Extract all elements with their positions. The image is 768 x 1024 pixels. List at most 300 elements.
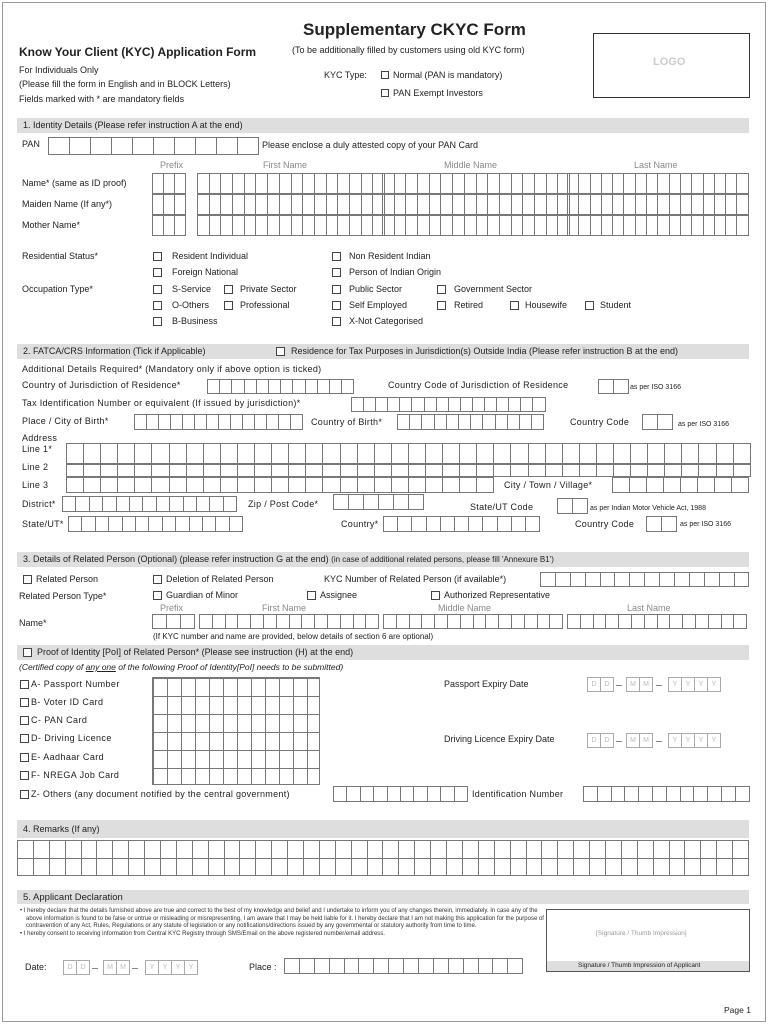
id-number-input[interactable] bbox=[583, 786, 749, 802]
voter-checkbox[interactable] bbox=[20, 698, 29, 707]
char-box[interactable] bbox=[383, 614, 397, 629]
char-box[interactable] bbox=[175, 516, 189, 532]
char-box[interactable] bbox=[598, 379, 614, 394]
char-box[interactable]: Y bbox=[145, 960, 159, 975]
char-box[interactable] bbox=[383, 516, 398, 532]
char-box[interactable] bbox=[299, 958, 315, 974]
char-box[interactable] bbox=[396, 614, 410, 629]
char-box[interactable] bbox=[134, 477, 152, 493]
char-box[interactable] bbox=[478, 958, 494, 974]
char-box[interactable] bbox=[62, 496, 76, 512]
char-box[interactable] bbox=[254, 443, 272, 464]
nrega-checkbox[interactable] bbox=[20, 771, 29, 780]
char-box[interactable] bbox=[555, 572, 571, 587]
char-box[interactable] bbox=[49, 840, 66, 859]
char-box[interactable] bbox=[254, 477, 272, 493]
char-box[interactable] bbox=[427, 786, 441, 802]
char-box[interactable] bbox=[661, 516, 677, 532]
mother-last-input[interactable] bbox=[567, 215, 748, 236]
others-doc-input[interactable] bbox=[333, 786, 467, 802]
char-box[interactable] bbox=[90, 137, 112, 155]
mother-first-input[interactable] bbox=[197, 215, 384, 236]
char-box[interactable] bbox=[460, 614, 474, 629]
char-box[interactable] bbox=[33, 840, 50, 859]
char-box[interactable] bbox=[373, 786, 387, 802]
char-box[interactable]: Y bbox=[707, 677, 721, 692]
rel-name-last-input[interactable] bbox=[567, 614, 746, 629]
char-box[interactable] bbox=[693, 786, 708, 802]
char-box[interactable] bbox=[271, 464, 289, 477]
char-box[interactable] bbox=[220, 464, 238, 477]
char-box[interactable] bbox=[100, 477, 118, 493]
char-box[interactable] bbox=[674, 572, 690, 587]
poi-checkbox[interactable] bbox=[23, 648, 32, 657]
char-box[interactable]: D bbox=[587, 733, 601, 748]
char-box[interactable] bbox=[374, 477, 392, 493]
assignee-checkbox[interactable] bbox=[307, 591, 316, 600]
char-box[interactable] bbox=[580, 614, 594, 629]
char-box[interactable] bbox=[322, 477, 340, 493]
char-box[interactable] bbox=[647, 464, 665, 477]
char-box[interactable] bbox=[736, 173, 748, 194]
char-box[interactable] bbox=[532, 397, 545, 412]
char-box[interactable] bbox=[545, 464, 563, 477]
char-box[interactable] bbox=[494, 840, 511, 859]
char-box[interactable] bbox=[108, 516, 122, 532]
char-box[interactable] bbox=[237, 443, 255, 464]
char-box[interactable] bbox=[144, 840, 161, 859]
char-box[interactable] bbox=[276, 614, 290, 629]
maiden-first-input[interactable] bbox=[197, 194, 384, 215]
foreign-national-checkbox[interactable] bbox=[153, 268, 162, 277]
char-box[interactable] bbox=[485, 614, 499, 629]
char-box[interactable] bbox=[208, 840, 225, 859]
char-box[interactable] bbox=[721, 614, 735, 629]
char-box[interactable] bbox=[468, 516, 483, 532]
char-box[interactable] bbox=[557, 498, 573, 514]
char-box[interactable] bbox=[189, 516, 203, 532]
char-box[interactable] bbox=[357, 443, 375, 464]
char-box[interactable] bbox=[398, 840, 415, 859]
char-box[interactable] bbox=[212, 614, 226, 629]
char-box[interactable] bbox=[684, 840, 701, 859]
char-box[interactable] bbox=[75, 496, 89, 512]
char-box[interactable] bbox=[216, 137, 238, 155]
retired-checkbox[interactable] bbox=[437, 301, 446, 310]
char-box[interactable] bbox=[305, 443, 323, 464]
char-box[interactable] bbox=[646, 477, 664, 493]
char-box[interactable] bbox=[624, 786, 639, 802]
char-box[interactable] bbox=[250, 614, 264, 629]
char-box[interactable] bbox=[112, 840, 129, 859]
char-box[interactable] bbox=[255, 840, 272, 859]
decl-date-dd[interactable] bbox=[63, 960, 89, 975]
char-box[interactable] bbox=[391, 443, 409, 464]
char-box[interactable] bbox=[510, 858, 527, 876]
char-box[interactable] bbox=[497, 516, 512, 532]
char-box[interactable] bbox=[511, 614, 525, 629]
char-box[interactable] bbox=[478, 840, 495, 859]
char-box[interactable] bbox=[418, 958, 434, 974]
char-box[interactable]: M bbox=[639, 733, 653, 748]
char-box[interactable] bbox=[572, 498, 588, 514]
char-box[interactable] bbox=[408, 443, 426, 464]
char-box[interactable] bbox=[180, 614, 195, 629]
char-box[interactable] bbox=[695, 614, 709, 629]
char-box[interactable] bbox=[340, 443, 358, 464]
char-box[interactable] bbox=[174, 194, 186, 215]
dl-expiry-dd[interactable] bbox=[587, 733, 613, 748]
char-box[interactable] bbox=[333, 786, 347, 802]
char-box[interactable] bbox=[476, 464, 494, 477]
char-box[interactable] bbox=[288, 464, 306, 477]
char-box[interactable] bbox=[498, 614, 512, 629]
char-box[interactable] bbox=[303, 858, 320, 876]
char-box[interactable] bbox=[613, 464, 631, 477]
char-box[interactable]: Y bbox=[158, 960, 172, 975]
char-box[interactable] bbox=[605, 840, 622, 859]
char-box[interactable] bbox=[271, 840, 288, 859]
char-box[interactable] bbox=[367, 840, 384, 859]
country-birth-input[interactable] bbox=[397, 414, 543, 430]
char-box[interactable] bbox=[202, 516, 216, 532]
char-box[interactable] bbox=[65, 840, 82, 859]
char-box[interactable]: Y bbox=[694, 733, 708, 748]
char-box[interactable] bbox=[151, 443, 169, 464]
char-box[interactable] bbox=[510, 840, 527, 859]
char-box[interactable] bbox=[613, 443, 631, 464]
char-box[interactable] bbox=[224, 840, 241, 859]
char-box[interactable] bbox=[476, 477, 494, 493]
char-box[interactable] bbox=[700, 840, 717, 859]
char-box[interactable] bbox=[669, 858, 686, 876]
passport-expiry-mm[interactable] bbox=[626, 677, 652, 692]
aadhaar-checkbox[interactable] bbox=[20, 753, 29, 762]
char-box[interactable] bbox=[493, 443, 511, 464]
char-box[interactable]: M bbox=[639, 677, 653, 692]
dl-expiry-mm[interactable] bbox=[626, 733, 652, 748]
char-box[interactable] bbox=[237, 614, 251, 629]
district-input[interactable] bbox=[62, 496, 236, 512]
char-box[interactable] bbox=[600, 572, 616, 587]
char-box[interactable] bbox=[430, 840, 447, 859]
char-box[interactable] bbox=[434, 614, 448, 629]
char-box[interactable] bbox=[721, 786, 736, 802]
pan-input[interactable] bbox=[48, 137, 258, 155]
char-box[interactable] bbox=[647, 443, 665, 464]
char-box[interactable] bbox=[541, 840, 558, 859]
char-box[interactable] bbox=[287, 840, 304, 859]
char-box[interactable]: Y bbox=[694, 677, 708, 692]
char-box[interactable] bbox=[134, 464, 152, 477]
zip-input[interactable] bbox=[333, 494, 423, 510]
char-box[interactable] bbox=[414, 858, 431, 876]
char-box[interactable] bbox=[239, 858, 256, 876]
char-box[interactable] bbox=[365, 614, 379, 629]
country-jurisdiction-input[interactable] bbox=[207, 379, 353, 394]
char-box[interactable] bbox=[215, 516, 229, 532]
country-input[interactable] bbox=[383, 516, 539, 532]
char-box[interactable] bbox=[478, 858, 495, 876]
char-box[interactable] bbox=[117, 443, 135, 464]
char-box[interactable] bbox=[611, 786, 626, 802]
char-box[interactable] bbox=[476, 443, 494, 464]
char-box[interactable] bbox=[411, 516, 426, 532]
char-box[interactable]: D bbox=[600, 677, 614, 692]
char-box[interactable] bbox=[446, 858, 463, 876]
char-box[interactable] bbox=[358, 958, 374, 974]
char-box[interactable]: Y bbox=[707, 733, 721, 748]
char-box[interactable] bbox=[102, 496, 116, 512]
char-box[interactable]: D bbox=[587, 677, 601, 692]
char-box[interactable] bbox=[66, 477, 84, 493]
char-box[interactable] bbox=[111, 137, 133, 155]
char-box[interactable] bbox=[96, 840, 113, 859]
char-box[interactable] bbox=[545, 443, 563, 464]
char-box[interactable] bbox=[697, 477, 715, 493]
char-box[interactable] bbox=[596, 464, 614, 477]
char-box[interactable] bbox=[614, 572, 630, 587]
decl-place-input[interactable] bbox=[284, 958, 522, 974]
related-person-checkbox[interactable] bbox=[23, 575, 32, 584]
char-box[interactable] bbox=[374, 464, 392, 477]
char-box[interactable] bbox=[681, 443, 699, 464]
char-box[interactable] bbox=[237, 137, 259, 155]
char-box[interactable] bbox=[459, 464, 477, 477]
char-box[interactable] bbox=[698, 443, 716, 464]
private-sector-checkbox[interactable] bbox=[224, 285, 233, 294]
char-box[interactable] bbox=[510, 443, 528, 464]
char-box[interactable] bbox=[408, 464, 426, 477]
char-box[interactable] bbox=[203, 464, 221, 477]
char-box[interactable] bbox=[459, 443, 477, 464]
char-box[interactable] bbox=[731, 477, 749, 493]
char-box[interactable] bbox=[160, 858, 177, 876]
char-box[interactable] bbox=[425, 477, 443, 493]
char-box[interactable] bbox=[583, 786, 598, 802]
char-box[interactable] bbox=[220, 477, 238, 493]
char-box[interactable] bbox=[322, 464, 340, 477]
resident-individual-checkbox[interactable] bbox=[153, 252, 162, 261]
char-box[interactable] bbox=[83, 477, 101, 493]
deletion-related-checkbox[interactable] bbox=[153, 575, 162, 584]
char-box[interactable] bbox=[442, 464, 460, 477]
char-box[interactable] bbox=[229, 516, 243, 532]
char-box[interactable] bbox=[303, 840, 320, 859]
char-box[interactable] bbox=[17, 840, 34, 859]
country-code2-input[interactable] bbox=[646, 516, 676, 532]
char-box[interactable] bbox=[132, 137, 154, 155]
char-box[interactable] bbox=[81, 840, 98, 859]
char-box[interactable] bbox=[579, 443, 597, 464]
char-box[interactable] bbox=[176, 840, 193, 859]
char-box[interactable] bbox=[644, 572, 660, 587]
char-box[interactable] bbox=[288, 477, 306, 493]
char-box[interactable] bbox=[144, 858, 161, 876]
char-box[interactable] bbox=[528, 443, 546, 464]
char-box[interactable] bbox=[305, 464, 323, 477]
char-box[interactable] bbox=[526, 840, 543, 859]
char-box[interactable] bbox=[314, 958, 330, 974]
char-box[interactable] bbox=[528, 464, 546, 477]
char-box[interactable] bbox=[96, 858, 113, 876]
char-box[interactable] bbox=[680, 477, 698, 493]
char-box[interactable] bbox=[373, 958, 389, 974]
char-box[interactable] bbox=[95, 516, 109, 532]
char-box[interactable] bbox=[638, 786, 653, 802]
char-box[interactable] bbox=[367, 858, 384, 876]
char-box[interactable] bbox=[357, 477, 375, 493]
char-box[interactable] bbox=[557, 840, 574, 859]
char-box[interactable] bbox=[66, 464, 84, 477]
char-box[interactable] bbox=[271, 858, 288, 876]
char-box[interactable] bbox=[151, 464, 169, 477]
char-box[interactable] bbox=[255, 858, 272, 876]
maiden-middle-input[interactable] bbox=[382, 194, 569, 215]
char-box[interactable] bbox=[605, 614, 619, 629]
char-box[interactable] bbox=[186, 477, 204, 493]
char-box[interactable] bbox=[353, 614, 367, 629]
char-box[interactable] bbox=[433, 958, 449, 974]
char-box[interactable] bbox=[440, 786, 454, 802]
char-box[interactable] bbox=[736, 215, 748, 236]
char-box[interactable] bbox=[199, 614, 213, 629]
char-box[interactable] bbox=[391, 464, 409, 477]
authorized-rep-checkbox[interactable] bbox=[431, 591, 440, 600]
char-box[interactable] bbox=[657, 414, 673, 430]
char-box[interactable] bbox=[83, 443, 101, 464]
char-box[interactable] bbox=[195, 137, 217, 155]
char-box[interactable] bbox=[567, 614, 581, 629]
char-box[interactable] bbox=[360, 786, 374, 802]
tin-input[interactable] bbox=[351, 397, 545, 412]
char-box[interactable] bbox=[48, 137, 70, 155]
char-box[interactable] bbox=[49, 858, 66, 876]
char-box[interactable] bbox=[669, 840, 686, 859]
char-box[interactable] bbox=[507, 958, 523, 974]
char-box[interactable] bbox=[463, 958, 479, 974]
char-box[interactable] bbox=[657, 614, 671, 629]
char-box[interactable] bbox=[573, 840, 590, 859]
char-box[interactable] bbox=[425, 464, 443, 477]
char-box[interactable] bbox=[707, 786, 722, 802]
char-box[interactable] bbox=[734, 572, 750, 587]
char-box[interactable] bbox=[525, 516, 540, 532]
char-box[interactable] bbox=[454, 786, 468, 802]
char-box[interactable]: M bbox=[626, 677, 640, 692]
char-box[interactable] bbox=[65, 858, 82, 876]
char-box[interactable] bbox=[585, 572, 601, 587]
char-box[interactable] bbox=[492, 958, 508, 974]
service-checkbox[interactable] bbox=[153, 285, 162, 294]
char-box[interactable]: M bbox=[103, 960, 117, 975]
char-box[interactable] bbox=[357, 464, 375, 477]
char-box[interactable] bbox=[319, 858, 336, 876]
char-box[interactable] bbox=[573, 858, 590, 876]
char-box[interactable] bbox=[414, 840, 431, 859]
address-line3-input[interactable] bbox=[66, 477, 493, 493]
char-box[interactable] bbox=[183, 496, 197, 512]
char-box[interactable] bbox=[100, 464, 118, 477]
char-box[interactable] bbox=[714, 477, 732, 493]
char-box[interactable] bbox=[698, 464, 716, 477]
char-box[interactable] bbox=[612, 477, 630, 493]
char-box[interactable] bbox=[176, 858, 193, 876]
char-box[interactable] bbox=[541, 858, 558, 876]
char-box[interactable] bbox=[733, 443, 751, 464]
name-middle-input[interactable] bbox=[382, 173, 569, 194]
self-employed-checkbox[interactable] bbox=[332, 301, 341, 310]
tax-residence-checkbox[interactable] bbox=[276, 347, 285, 356]
char-box[interactable]: Y bbox=[681, 733, 695, 748]
char-box[interactable] bbox=[192, 840, 209, 859]
char-box[interactable] bbox=[430, 858, 447, 876]
char-box[interactable] bbox=[462, 858, 479, 876]
char-box[interactable] bbox=[524, 614, 538, 629]
poi-number-grid[interactable] bbox=[152, 677, 320, 785]
char-box[interactable] bbox=[174, 137, 196, 155]
char-box[interactable] bbox=[397, 516, 412, 532]
char-box[interactable] bbox=[225, 614, 239, 629]
maiden-prefix-input[interactable] bbox=[152, 194, 185, 215]
char-box[interactable] bbox=[700, 858, 717, 876]
professional-checkbox[interactable] bbox=[224, 301, 233, 310]
char-box[interactable] bbox=[732, 840, 749, 859]
char-box[interactable] bbox=[531, 414, 544, 430]
decl-date-mm[interactable] bbox=[103, 960, 129, 975]
char-box[interactable] bbox=[680, 786, 695, 802]
address-line1-input[interactable] bbox=[66, 443, 750, 464]
char-box[interactable] bbox=[403, 958, 419, 974]
char-box[interactable]: D bbox=[63, 960, 77, 975]
char-box[interactable] bbox=[374, 443, 392, 464]
char-box[interactable] bbox=[579, 464, 597, 477]
char-box[interactable] bbox=[408, 477, 426, 493]
char-box[interactable] bbox=[351, 858, 368, 876]
mother-prefix-input[interactable] bbox=[152, 215, 185, 236]
char-box[interactable] bbox=[473, 614, 487, 629]
char-box[interactable] bbox=[408, 494, 424, 510]
pio-checkbox[interactable] bbox=[332, 268, 341, 277]
char-box[interactable] bbox=[186, 464, 204, 477]
char-box[interactable] bbox=[254, 464, 272, 477]
char-box[interactable] bbox=[351, 840, 368, 859]
char-box[interactable] bbox=[526, 858, 543, 876]
char-box[interactable] bbox=[152, 614, 167, 629]
char-box[interactable] bbox=[192, 858, 209, 876]
char-box[interactable] bbox=[666, 786, 681, 802]
char-box[interactable] bbox=[220, 443, 238, 464]
char-box[interactable] bbox=[239, 840, 256, 859]
char-box[interactable] bbox=[66, 443, 84, 464]
char-box[interactable] bbox=[447, 614, 461, 629]
char-box[interactable] bbox=[116, 496, 130, 512]
guardian-checkbox[interactable] bbox=[153, 591, 162, 600]
char-box[interactable] bbox=[387, 786, 401, 802]
name-prefix-input[interactable] bbox=[152, 173, 185, 194]
char-box[interactable] bbox=[142, 496, 156, 512]
char-box[interactable]: D bbox=[600, 733, 614, 748]
char-box[interactable] bbox=[733, 464, 751, 477]
char-box[interactable] bbox=[629, 477, 647, 493]
address-line2-input[interactable] bbox=[66, 464, 750, 477]
char-box[interactable] bbox=[153, 137, 175, 155]
mother-middle-input[interactable] bbox=[382, 215, 569, 236]
char-box[interactable]: M bbox=[116, 960, 130, 975]
char-box[interactable] bbox=[341, 379, 354, 394]
char-box[interactable]: Y bbox=[171, 960, 185, 975]
char-box[interactable] bbox=[160, 840, 177, 859]
